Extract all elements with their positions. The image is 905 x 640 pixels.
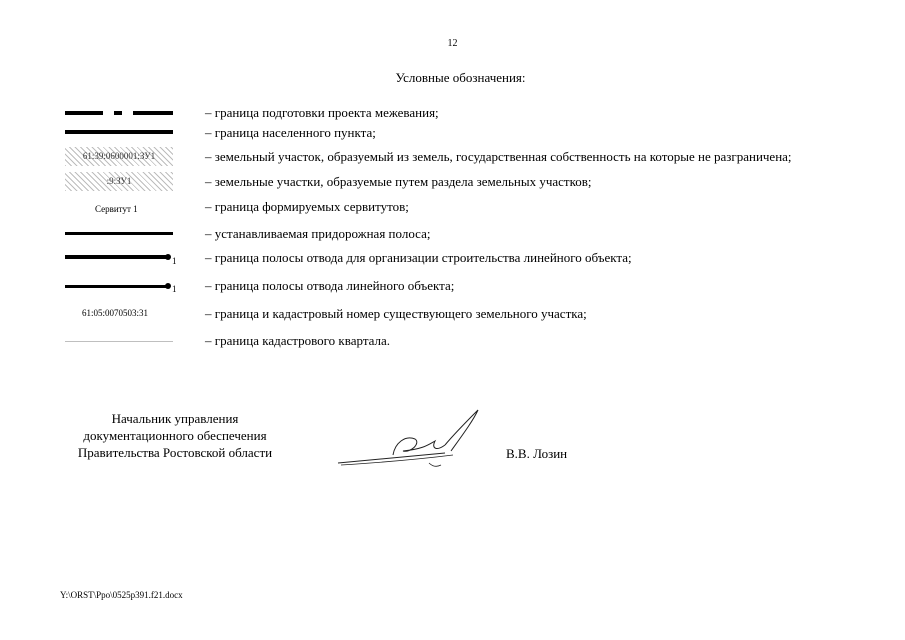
legend-item-description: – граница полосы отвода линейного объекта; — [205, 278, 455, 293]
servitude-label: Сервитут 1 — [95, 204, 138, 214]
legend-item-construction-allotment — [60, 247, 900, 269]
hatched-split-symbol — [60, 171, 175, 193]
servitude-symbol — [60, 196, 175, 218]
thin-gray-line-symbol — [60, 330, 175, 352]
legend-item-description: – граница формируемых сервитутов; — [205, 199, 409, 214]
position-line: документационного обеспечения — [83, 428, 267, 443]
signer-name: В.В. Лозин — [506, 446, 568, 461]
line-with-endpoint-symbol — [60, 247, 175, 269]
hatch-box — [65, 147, 173, 166]
legend-item-description: – земельные участки, образуемые путем раздела земельных участков; — [205, 174, 592, 189]
legend-item-roadside-strip — [60, 223, 900, 245]
position-line: Правительства Ростовской области — [77, 445, 273, 460]
legend-item-servitudes — [60, 196, 900, 218]
dash-dot-line-symbol — [60, 102, 175, 124]
signer-position — [60, 410, 290, 461]
endpoint-number: 1 — [172, 284, 177, 294]
handwritten-signature — [333, 405, 493, 475]
medium-line-symbol — [60, 223, 175, 245]
legend-item-linear-allotment — [60, 275, 900, 297]
legend-title: Условные обозначения: — [395, 70, 526, 85]
legend-item-new-parcel — [60, 146, 900, 168]
hatch-box — [65, 172, 173, 191]
cadastral-number-symbol — [60, 303, 175, 325]
page-number: 12 — [447, 38, 458, 49]
legend-item-description: – граница подготовки проекта межевания; — [205, 105, 439, 120]
hatched-parcel-symbol — [60, 146, 175, 168]
parcel-label: :9:ЗУ1 — [106, 176, 132, 186]
cadastral-number: 61:05:0070503:31 — [82, 308, 149, 318]
endpoint-number: 1 — [172, 256, 177, 266]
legend-item-cadastral-quarter — [60, 330, 900, 352]
legend-item-existing-parcel — [60, 303, 900, 325]
legend-item-description: – граница кадастрового квартала. — [205, 333, 391, 348]
legend-item-description: – земельный участок, образуемый из земель, государственная собственность на которые не разграничена; — [205, 149, 792, 164]
legend-item-project-boundary — [60, 102, 900, 124]
file-path: Y:\ORST\Ppo\0525p391.f21.docx — [60, 590, 183, 600]
legend-item-description: – устанавливаемая придорожная полоса; — [205, 226, 431, 241]
legend-item-description: – граница населенного пункта; — [205, 125, 376, 140]
thick-line-symbol — [60, 122, 175, 144]
legend-item-description: – граница и кадастровый номер существующего земельного участка; — [205, 306, 587, 321]
legend-item-split-parcels — [60, 171, 900, 193]
position-line: Начальник управления — [111, 411, 239, 426]
legend-item-description: – граница полосы отвода для организации строительства линейного объекта; — [205, 250, 632, 265]
parcel-label: 61:39:0600001:ЗУ1 — [82, 151, 156, 161]
line-with-endpoint-symbol — [60, 275, 175, 297]
legend-item-settlement-boundary — [60, 122, 900, 144]
